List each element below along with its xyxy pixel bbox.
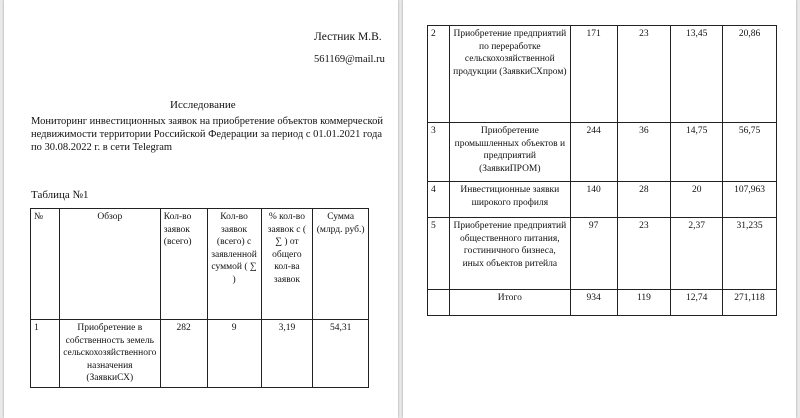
- cell-total: 171: [570, 26, 617, 123]
- table-row: [428, 26, 777, 123]
- cell-number: 5: [428, 218, 450, 290]
- document-heading: Исследование: [170, 99, 236, 111]
- investment-table-part-2: [427, 25, 777, 316]
- cell-with-sum: 23: [617, 26, 671, 123]
- cell-number: 3: [428, 123, 450, 182]
- table-caption: Таблица №1: [31, 189, 89, 201]
- document-page-left: [4, 0, 398, 418]
- cell-total: 140: [570, 182, 617, 218]
- cell-number: 2: [428, 26, 450, 123]
- table-total-row: [428, 290, 777, 316]
- header-percent: % кол-во заявок с ( ∑ ) от общего кол-ва заявок: [261, 209, 313, 320]
- cell-percent: 2,37: [671, 218, 723, 290]
- cell-sum: 31,235: [723, 218, 777, 290]
- intro-paragraph: Мониторинг инвестиционных заявок на приобретение объектов коммерческой недвижимости территории Российской Федерации за период с 01.01.2021 года по 30.08.2022 г. в сети Telegram: [31, 116, 383, 153]
- header-total-requests: Кол-во заявок (всего): [160, 209, 207, 320]
- header-number: №: [31, 209, 60, 320]
- cell-percent: 14,75: [671, 123, 723, 182]
- document-page-right: [403, 0, 796, 418]
- cell-with-sum: 23: [617, 218, 671, 290]
- table-row: [428, 123, 777, 182]
- cell-sum: 54,31: [313, 320, 369, 388]
- cell-sum: 56,75: [723, 123, 777, 182]
- cell-total: 282: [160, 320, 207, 388]
- header-overview: Обзор: [59, 209, 160, 320]
- table-row: [31, 320, 369, 388]
- cell-overview: Приобретение предприятий общественного питания, гостиничного бизнеса, иных объектов ритейла: [449, 218, 570, 290]
- cell-percent: 12,74: [671, 290, 723, 316]
- table-header-row: [31, 209, 369, 320]
- cell-sum: 107,963: [723, 182, 777, 218]
- cell-number: [428, 290, 450, 316]
- cell-number: 4: [428, 182, 450, 218]
- header-sum: Сумма (млрд. руб.): [313, 209, 369, 320]
- cell-with-sum: 9: [207, 320, 261, 388]
- cell-with-sum: 36: [617, 123, 671, 182]
- cell-percent: 3,19: [261, 320, 313, 388]
- table-row: [428, 218, 777, 290]
- cell-sum: 271,118: [723, 290, 777, 316]
- cell-overview: Приобретение промышленных объектов и предприятий (ЗаявкиПРОМ): [449, 123, 570, 182]
- investment-table-part-1: [30, 208, 369, 388]
- header-requests-with-sum: Кол-во заявок (всего) с заявленной суммой ( ∑ ): [207, 209, 261, 320]
- author-email: 561169@mail.ru: [314, 54, 385, 65]
- cell-with-sum: 28: [617, 182, 671, 218]
- cell-number: 1: [31, 320, 60, 388]
- cell-with-sum: 119: [617, 290, 671, 316]
- cell-sum: 20,86: [723, 26, 777, 123]
- cell-overview: Приобретение в собственность земель сельскохозяйственного назначения (ЗаявкиСХ): [59, 320, 160, 388]
- cell-percent: 13,45: [671, 26, 723, 123]
- table-row: [428, 182, 777, 218]
- author-name: Лестник М.В.: [314, 31, 382, 43]
- cell-total-label: Итого: [449, 290, 570, 316]
- cell-total: 244: [570, 123, 617, 182]
- cell-percent: 20: [671, 182, 723, 218]
- cell-overview: Приобретение предприятий по переработке сельскохозяйственной продукции (ЗаявкиСХпром): [449, 26, 570, 123]
- cell-total: 934: [570, 290, 617, 316]
- cell-total: 97: [570, 218, 617, 290]
- cell-overview: Инвестиционные заявки широкого профиля: [449, 182, 570, 218]
